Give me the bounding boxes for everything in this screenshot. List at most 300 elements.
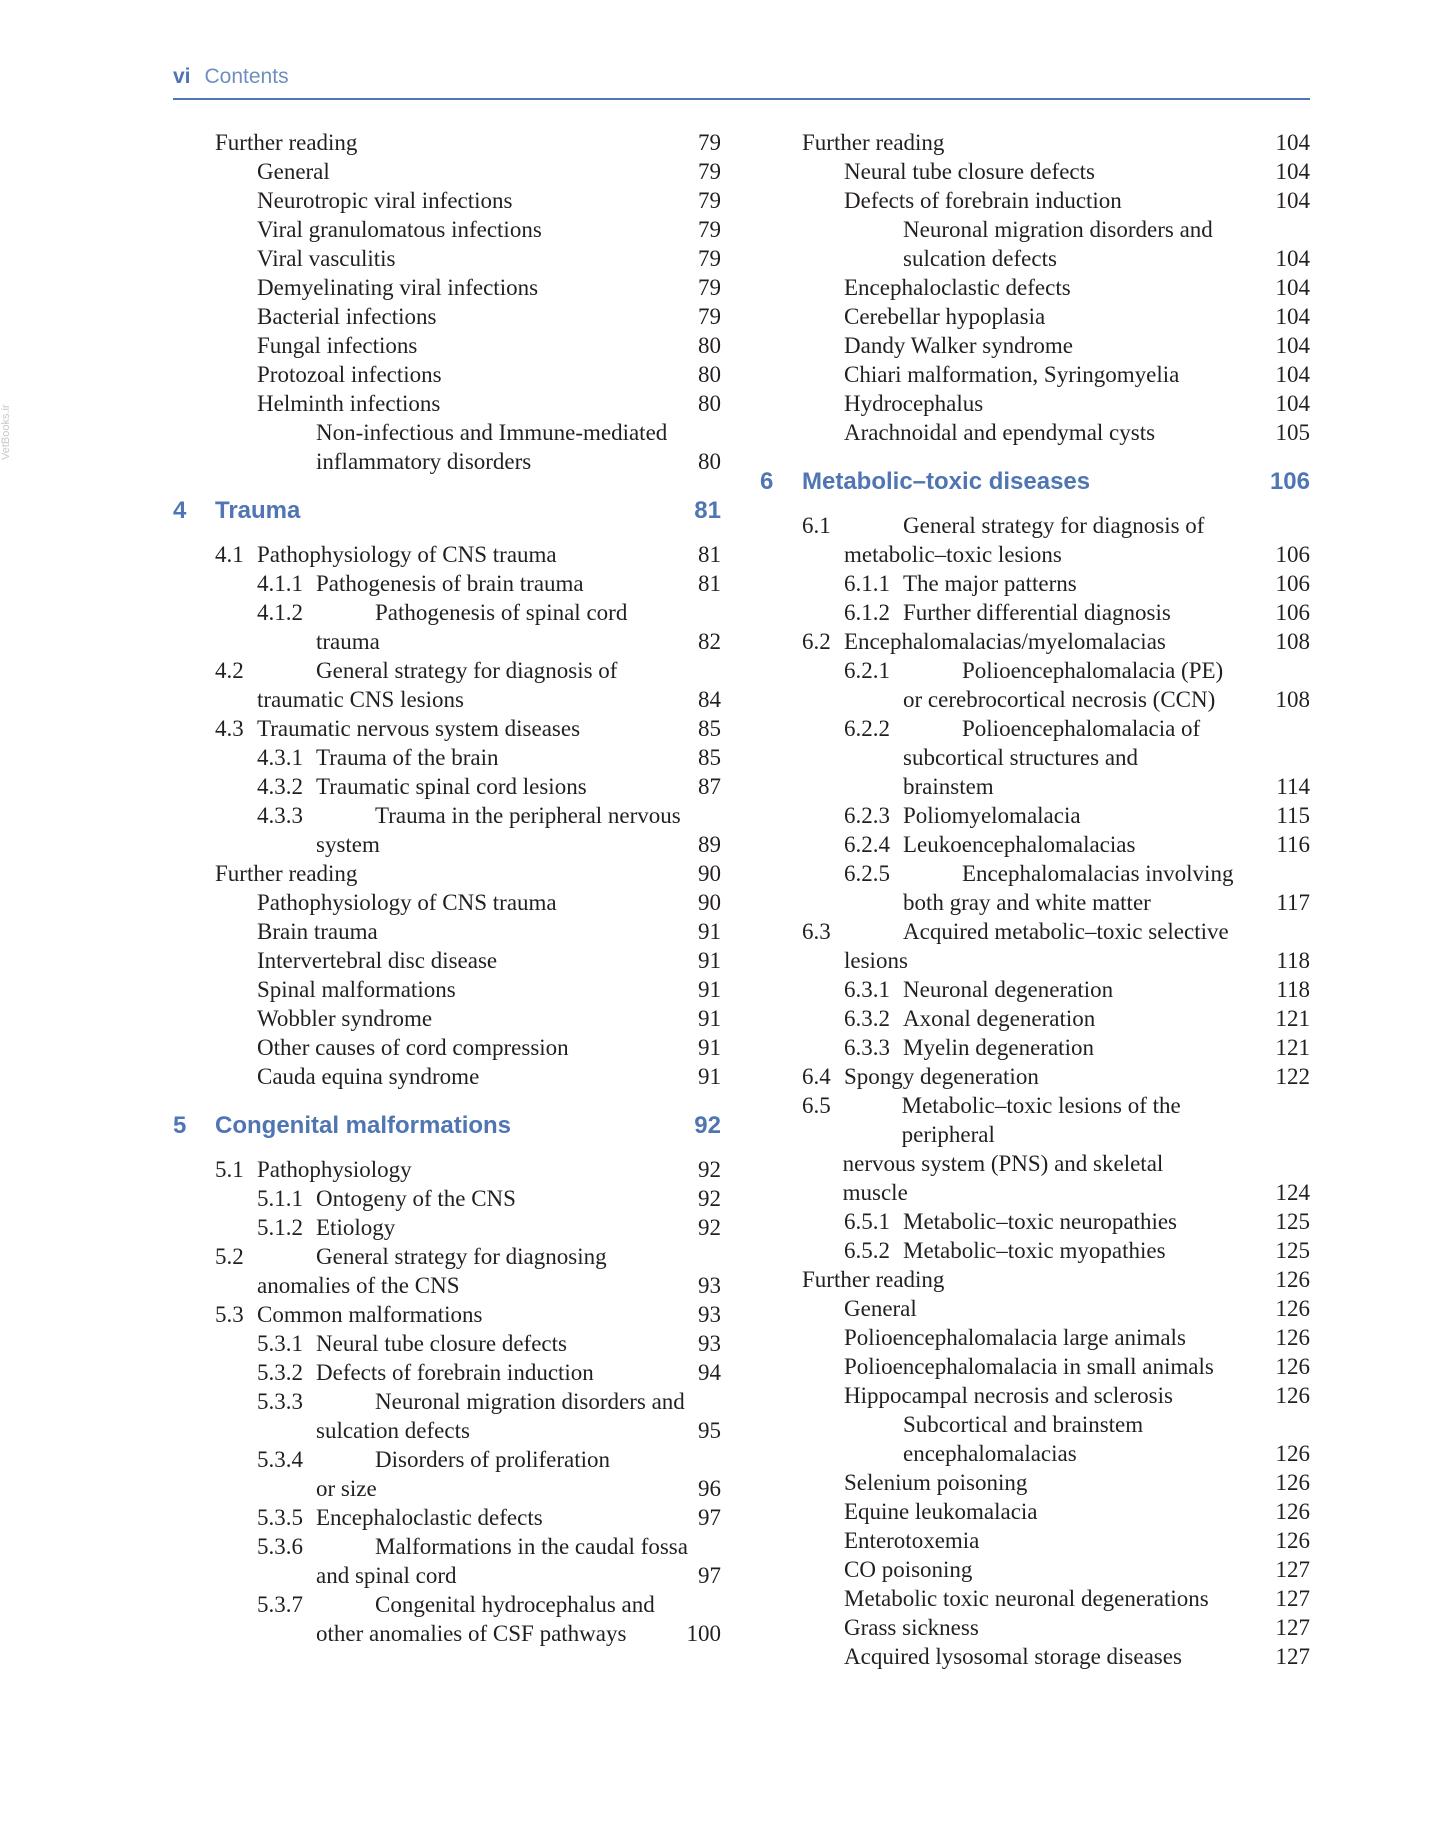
entry-title: Poliomyelomalacia <box>903 803 1081 828</box>
section-number: 5.3.3 <box>257 1389 303 1414</box>
chapter-title: Congenital malformations <box>215 1112 512 1139</box>
section-number: 6.2.5 <box>844 861 890 886</box>
running-title: Contents <box>204 65 289 88</box>
toc-entry <box>173 1033 721 1062</box>
chapter-number: 5 <box>173 1112 187 1139</box>
toc-entry <box>760 917 1310 975</box>
entry-page-number: 106 <box>1275 542 1310 567</box>
entry-title: other anomalies of CSF pathways <box>316 1621 627 1646</box>
toc-entry <box>760 859 1310 917</box>
entry-title: lesions <box>844 948 908 973</box>
section-number: 4.3 <box>215 716 244 741</box>
entry-title: Pathophysiology of CNS trauma <box>257 542 557 567</box>
entry-page-number: 127 <box>1275 1615 1310 1640</box>
toc-entry <box>760 1265 1310 1294</box>
entry-page-number: 91 <box>698 948 721 973</box>
entry-page-number: 80 <box>698 449 721 474</box>
entry-page-number: 97 <box>698 1505 721 1530</box>
toc-entry <box>760 273 1310 302</box>
entry-page-number: 95 <box>698 1418 721 1443</box>
toc-entry <box>173 302 721 331</box>
toc-entry <box>173 714 721 743</box>
toc-entry <box>760 1555 1310 1584</box>
toc-entry <box>760 975 1310 1004</box>
entry-title: Ontogeny of the CNS <box>316 1186 516 1211</box>
entry-title: sulcation defects <box>903 246 1057 271</box>
toc-entry <box>173 1445 721 1503</box>
entry-page-number: 79 <box>698 159 721 184</box>
entry-title: Selenium poisoning <box>844 1470 1028 1495</box>
entry-title: Metabolic toxic neuronal degenerations <box>844 1586 1209 1611</box>
entry-title: Polioencephalomalacia in small animals <box>844 1354 1214 1379</box>
entry-title: Protozoal infections <box>257 362 442 387</box>
section-number: 6.3.1 <box>844 977 890 1002</box>
toc-entry <box>173 801 721 859</box>
entry-title: brainstem <box>903 774 994 799</box>
entry-title: Metabolic–toxic lesions of the peripheral <box>901 1093 1181 1147</box>
entry-page-number: 82 <box>698 629 721 654</box>
section-number: 4.3.2 <box>257 774 303 799</box>
toc-entry <box>760 128 1310 157</box>
toc-entry <box>760 1033 1310 1062</box>
entry-page-number: 87 <box>698 774 721 799</box>
entry-title: General strategy for diagnosing <box>316 1244 607 1269</box>
entry-title: Further differential diagnosis <box>903 600 1171 625</box>
entry-page-number: 104 <box>1275 362 1310 387</box>
entry-title: Malformations in the caudal fossa <box>375 1534 688 1559</box>
entry-page-number: 126 <box>1275 1470 1310 1495</box>
entry-page-number: 81 <box>698 542 721 567</box>
entry-title: Acquired metabolic–toxic selective <box>903 919 1229 944</box>
section-number: 5.3.7 <box>257 1592 303 1617</box>
entry-title: Helminth infections <box>257 391 441 416</box>
toc-entry <box>760 389 1310 418</box>
toc-entry <box>760 511 1310 569</box>
section-number: 4.1 <box>215 542 244 567</box>
entry-title: Trauma of the brain <box>316 745 499 770</box>
entry-page-number: 127 <box>1275 1644 1310 1669</box>
entry-title: nervous system (PNS) and skeletal <box>842 1151 1164 1176</box>
section-number: 6.3.3 <box>844 1035 890 1060</box>
chapter-title: Metabolic–toxic diseases <box>802 468 1091 495</box>
entry-title: Further reading <box>215 861 358 886</box>
section-number: 6.2.3 <box>844 803 890 828</box>
entry-title: Spinal malformations <box>257 977 456 1002</box>
entry-page-number: 91 <box>698 977 721 1002</box>
toc-entry <box>760 1410 1310 1468</box>
entry-title: inflammatory disorders <box>316 449 532 474</box>
toc-entry <box>760 830 1310 859</box>
toc-entry <box>173 772 721 801</box>
entry-page-number: 96 <box>698 1476 721 1501</box>
header-rule <box>173 98 1310 100</box>
toc-entry <box>173 157 721 186</box>
entry-title: Spongy degeneration <box>844 1064 1039 1089</box>
entry-page-number: 126 <box>1275 1441 1310 1466</box>
entry-title: Equine leukomalacia <box>844 1499 1038 1524</box>
toc-entry <box>173 186 721 215</box>
toc-entry <box>173 569 721 598</box>
entry-title: Traumatic spinal cord lesions <box>316 774 587 799</box>
entry-page-number: 126 <box>1275 1267 1310 1292</box>
entry-title: CO poisoning <box>844 1557 973 1582</box>
entry-page-number: 121 <box>1275 1006 1310 1031</box>
section-number: 5.1.2 <box>257 1215 303 1240</box>
section-number: 5.3.6 <box>257 1534 303 1559</box>
section-number: 6.3 <box>802 919 831 944</box>
entry-page-number: 79 <box>698 188 721 213</box>
entry-title: Hydrocephalus <box>844 391 984 416</box>
entry-page-number: 79 <box>698 275 721 300</box>
entry-title: encephalomalacias <box>903 1441 1077 1466</box>
entry-page-number: 127 <box>1275 1586 1310 1611</box>
toc-left-column <box>173 128 721 1648</box>
entry-title: Further reading <box>802 130 945 155</box>
entry-title: Further reading <box>215 130 358 155</box>
entry-title: Metabolic–toxic neuropathies <box>903 1209 1178 1234</box>
entry-title: Neural tube closure defects <box>844 159 1095 184</box>
entry-page-number: 80 <box>698 391 721 416</box>
toc-entry <box>760 215 1310 273</box>
entry-page-number: 126 <box>1275 1325 1310 1350</box>
entry-page-number: 92 <box>698 1215 721 1240</box>
entry-title: Brain trauma <box>257 919 378 944</box>
entry-title: Congenital hydrocephalus and <box>375 1592 655 1617</box>
toc-entry <box>760 1642 1310 1671</box>
entry-title: Cerebellar hypoplasia <box>844 304 1046 329</box>
toc-entry <box>173 1590 721 1648</box>
toc-entry <box>173 1387 721 1445</box>
entry-page-number: 104 <box>1275 159 1310 184</box>
toc-entry <box>173 975 721 1004</box>
section-number: 4.1.1 <box>257 571 303 596</box>
entry-page-number: 104 <box>1275 275 1310 300</box>
toc-entry <box>760 1236 1310 1265</box>
entry-page-number: 91 <box>698 1064 721 1089</box>
toc-entry <box>173 1213 721 1242</box>
section-number: 5.1.1 <box>257 1186 303 1211</box>
toc-entry <box>760 656 1310 714</box>
toc-entry <box>173 128 721 157</box>
section-number: 6.5.1 <box>844 1209 890 1234</box>
entry-title: Traumatic nervous system diseases <box>257 716 581 741</box>
entry-page-number: 85 <box>698 745 721 770</box>
chapter-page-number: 92 <box>694 1112 721 1139</box>
toc-entry <box>173 1300 721 1329</box>
entry-title: The major patterns <box>903 571 1077 596</box>
toc-right-column <box>760 128 1310 1671</box>
toc-entry <box>173 1532 721 1590</box>
entry-title: Hippocampal necrosis and sclerosis <box>844 1383 1173 1408</box>
toc-entry <box>173 1004 721 1033</box>
entry-title: Polioencephalomalacia of <box>962 716 1201 741</box>
entry-title: Defects of forebrain induction <box>316 1360 594 1385</box>
entry-title: Axonal degeneration <box>903 1006 1096 1031</box>
toc-entry <box>173 540 721 569</box>
entry-page-number: 80 <box>698 333 721 358</box>
toc-entry <box>173 1503 721 1532</box>
toc-entry <box>760 1352 1310 1381</box>
entry-page-number: 117 <box>1276 890 1310 915</box>
toc-entry <box>173 360 721 389</box>
entry-page-number: 93 <box>698 1273 721 1298</box>
section-number: 4.1.2 <box>257 600 303 625</box>
entry-title: Intervertebral disc disease <box>257 948 498 973</box>
toc-entry <box>173 917 721 946</box>
entry-page-number: 79 <box>698 304 721 329</box>
toc-entry <box>760 1004 1310 1033</box>
entry-page-number: 121 <box>1275 1035 1310 1060</box>
toc-entry <box>173 1062 721 1091</box>
toc-entry <box>760 157 1310 186</box>
toc-entry <box>173 859 721 888</box>
chapter-heading <box>173 1111 721 1141</box>
entry-title: both gray and white matter <box>903 890 1151 915</box>
entry-page-number: 84 <box>698 687 721 712</box>
entry-title: and spinal cord <box>316 1563 457 1588</box>
entry-page-number: 79 <box>698 217 721 242</box>
toc-entry <box>760 801 1310 830</box>
section-number: 6.2.1 <box>844 658 890 683</box>
section-number: 5.3.2 <box>257 1360 303 1385</box>
watermark: VetBooks.ir <box>0 404 12 460</box>
entry-page-number: 125 <box>1275 1209 1310 1234</box>
entry-title: Pathophysiology of CNS trauma <box>257 890 557 915</box>
entry-title: Leukoencephalomalacias <box>903 832 1136 857</box>
entry-page-number: 79 <box>698 246 721 271</box>
toc-entry <box>173 389 721 418</box>
section-number: 6.5 <box>802 1093 831 1118</box>
section-number: 6.1.1 <box>844 571 890 596</box>
toc-entry <box>760 1584 1310 1613</box>
entry-title: Dandy Walker syndrome <box>844 333 1073 358</box>
chapter-number: 6 <box>760 468 774 495</box>
toc-entry <box>760 627 1310 656</box>
entry-page-number: 104 <box>1275 333 1310 358</box>
toc-entry <box>760 1613 1310 1642</box>
entry-page-number: 116 <box>1276 832 1310 857</box>
entry-title: Polioencephalomalacia (PE) <box>962 658 1224 683</box>
toc-entry <box>760 1207 1310 1236</box>
entry-title: Demyelinating viral infections <box>257 275 539 300</box>
toc-entry <box>173 215 721 244</box>
entry-page-number: 94 <box>698 1360 721 1385</box>
entry-title: Neuronal migration disorders and <box>903 217 1213 242</box>
entry-title: traumatic CNS lesions <box>257 687 464 712</box>
section-number: 4.2 <box>215 658 244 683</box>
entry-page-number: 93 <box>698 1302 721 1327</box>
toc-entry <box>760 714 1310 801</box>
entry-title: Neuronal degeneration <box>903 977 1114 1002</box>
entry-title: Neurotropic viral infections <box>257 188 513 213</box>
entry-title: Encephalomalacias/myelomalacias <box>844 629 1166 654</box>
entry-page-number: 104 <box>1275 304 1310 329</box>
entry-title: Viral vasculitis <box>257 246 396 271</box>
entry-title: Defects of forebrain induction <box>844 188 1122 213</box>
entry-title: Metabolic–toxic myopathies <box>903 1238 1166 1263</box>
toc-entry <box>173 1329 721 1358</box>
entry-title: system <box>316 832 380 857</box>
entry-title: Grass sickness <box>844 1615 979 1640</box>
entry-title: Etiology <box>316 1215 396 1240</box>
toc-entry <box>173 1242 721 1300</box>
entry-page-number: 115 <box>1276 803 1310 828</box>
entry-title: trauma <box>316 629 380 654</box>
entry-page-number: 124 <box>1275 1180 1310 1205</box>
entry-page-number: 126 <box>1275 1296 1310 1321</box>
running-head <box>173 62 1310 92</box>
entry-page-number: 106 <box>1275 571 1310 596</box>
chapter-heading <box>173 496 721 526</box>
entry-page-number: 104 <box>1275 130 1310 155</box>
entry-page-number: 106 <box>1275 600 1310 625</box>
section-number: 6.2.4 <box>844 832 890 857</box>
entry-title: Further reading <box>802 1267 945 1292</box>
entry-title: Arachnoidal and ependymal cysts <box>844 420 1156 445</box>
toc-entry <box>173 273 721 302</box>
entry-page-number: 104 <box>1275 246 1310 271</box>
section-number: 5.2 <box>215 1244 244 1269</box>
toc-entry <box>760 1381 1310 1410</box>
toc-entry <box>760 360 1310 389</box>
toc-entry <box>760 186 1310 215</box>
chapter-page-number: 106 <box>1269 468 1310 495</box>
toc-entry <box>760 1091 1310 1207</box>
entry-page-number: 91 <box>698 919 721 944</box>
section-number: 5.3.1 <box>257 1331 303 1356</box>
entry-page-number: 81 <box>698 571 721 596</box>
entry-title: or cerebrocortical necrosis (CCN) <box>903 687 1216 712</box>
entry-title: subcortical structures and <box>903 745 1139 770</box>
entry-title: Enterotoxemia <box>844 1528 980 1553</box>
toc-entry <box>173 1358 721 1387</box>
entry-title: General strategy for diagnosis of <box>316 658 618 683</box>
entry-page-number: 90 <box>698 890 721 915</box>
section-number: 5.3.4 <box>257 1447 303 1472</box>
entry-page-number: 126 <box>1275 1354 1310 1379</box>
entry-title: anomalies of the CNS <box>257 1273 460 1298</box>
entry-page-number: 126 <box>1275 1528 1310 1553</box>
toc-entry <box>760 1468 1310 1497</box>
entry-page-number: 118 <box>1276 948 1310 973</box>
entry-page-number: 108 <box>1275 629 1310 654</box>
entry-title: muscle <box>842 1180 908 1205</box>
entry-page-number: 105 <box>1275 420 1310 445</box>
entry-title: Encephalomalacias involving <box>962 861 1234 886</box>
chapter-title: Trauma <box>215 497 301 524</box>
chapter-page-number: 81 <box>694 497 721 524</box>
entry-page-number: 100 <box>686 1621 721 1646</box>
entry-title: Trauma in the peripheral nervous <box>375 803 681 828</box>
toc-entry <box>760 1062 1310 1091</box>
entry-page-number: 91 <box>698 1035 721 1060</box>
toc-entry <box>173 888 721 917</box>
section-number: 5.3.5 <box>257 1505 303 1530</box>
section-number: 4.3.1 <box>257 745 303 770</box>
entry-title: Polioencephalomalacia large animals <box>844 1325 1186 1350</box>
section-number: 6.3.2 <box>844 1006 890 1031</box>
toc-entry <box>173 418 721 476</box>
toc-entry <box>760 1526 1310 1555</box>
entry-title: Acquired lysosomal storage diseases <box>844 1644 1182 1669</box>
entry-page-number: 127 <box>1275 1557 1310 1582</box>
section-number: 6.1.2 <box>844 600 890 625</box>
entry-title: Neural tube closure defects <box>316 1331 567 1356</box>
entry-title: metabolic–toxic lesions <box>844 542 1062 567</box>
entry-title: Cauda equina syndrome <box>257 1064 480 1089</box>
toc-entry <box>173 331 721 360</box>
section-number: 5.1 <box>215 1157 244 1182</box>
toc-entry <box>173 244 721 273</box>
entry-title: or size <box>316 1476 377 1501</box>
entry-title: Other causes of cord compression <box>257 1035 569 1060</box>
entry-page-number: 97 <box>698 1563 721 1588</box>
entry-title: Encephaloclastic defects <box>316 1505 543 1530</box>
page-number: vi <box>173 65 191 88</box>
entry-page-number: 118 <box>1276 977 1310 1002</box>
chapter-number: 4 <box>173 497 187 524</box>
entry-page-number: 125 <box>1275 1238 1310 1263</box>
entry-page-number: 104 <box>1275 391 1310 416</box>
entry-title: Bacterial infections <box>257 304 437 329</box>
entry-page-number: 126 <box>1275 1383 1310 1408</box>
section-number: 6.2.2 <box>844 716 890 741</box>
entry-page-number: 93 <box>698 1331 721 1356</box>
toc-entry <box>760 598 1310 627</box>
entry-title: Myelin degeneration <box>903 1035 1094 1060</box>
toc-entry <box>173 1184 721 1213</box>
entry-page-number: 85 <box>698 716 721 741</box>
toc-entry <box>173 656 721 714</box>
entry-page-number: 89 <box>698 832 721 857</box>
toc-entry <box>760 569 1310 598</box>
toc-entry <box>760 1323 1310 1352</box>
section-number: 6.4 <box>802 1064 831 1089</box>
section-number: 6.5.2 <box>844 1238 890 1263</box>
entry-title: Subcortical and brainstem <box>903 1412 1144 1437</box>
section-number: 6.1 <box>802 513 831 538</box>
entry-title: General strategy for diagnosis of <box>903 513 1205 538</box>
section-number: 6.2 <box>802 629 831 654</box>
chapter-heading <box>760 467 1310 497</box>
entry-page-number: 114 <box>1276 774 1310 799</box>
toc-entry <box>760 1497 1310 1526</box>
toc-entry <box>760 418 1310 447</box>
toc-entry <box>760 302 1310 331</box>
entry-title: Pathogenesis of brain trauma <box>316 571 584 596</box>
entry-title: Viral granulomatous infections <box>257 217 542 242</box>
toc-entry <box>760 1294 1310 1323</box>
entry-page-number: 92 <box>698 1157 721 1182</box>
entry-page-number: 108 <box>1275 687 1310 712</box>
entry-title: Disorders of proliferation <box>375 1447 611 1472</box>
entry-title: Pathophysiology <box>257 1157 412 1182</box>
toc-entry <box>173 946 721 975</box>
entry-title: Fungal infections <box>257 333 418 358</box>
toc-entry <box>173 743 721 772</box>
entry-page-number: 122 <box>1275 1064 1310 1089</box>
entry-title: General <box>257 159 330 184</box>
entry-page-number: 79 <box>698 130 721 155</box>
entry-title: General <box>844 1296 917 1321</box>
toc-entry <box>173 1155 721 1184</box>
toc-entry <box>173 598 721 656</box>
entry-title: Common malformations <box>257 1302 483 1327</box>
toc-entry <box>760 331 1310 360</box>
entry-page-number: 90 <box>698 861 721 886</box>
entry-title: Chiari malformation, Syringomyelia <box>844 362 1180 387</box>
entry-title: Neuronal migration disorders and <box>375 1389 685 1414</box>
